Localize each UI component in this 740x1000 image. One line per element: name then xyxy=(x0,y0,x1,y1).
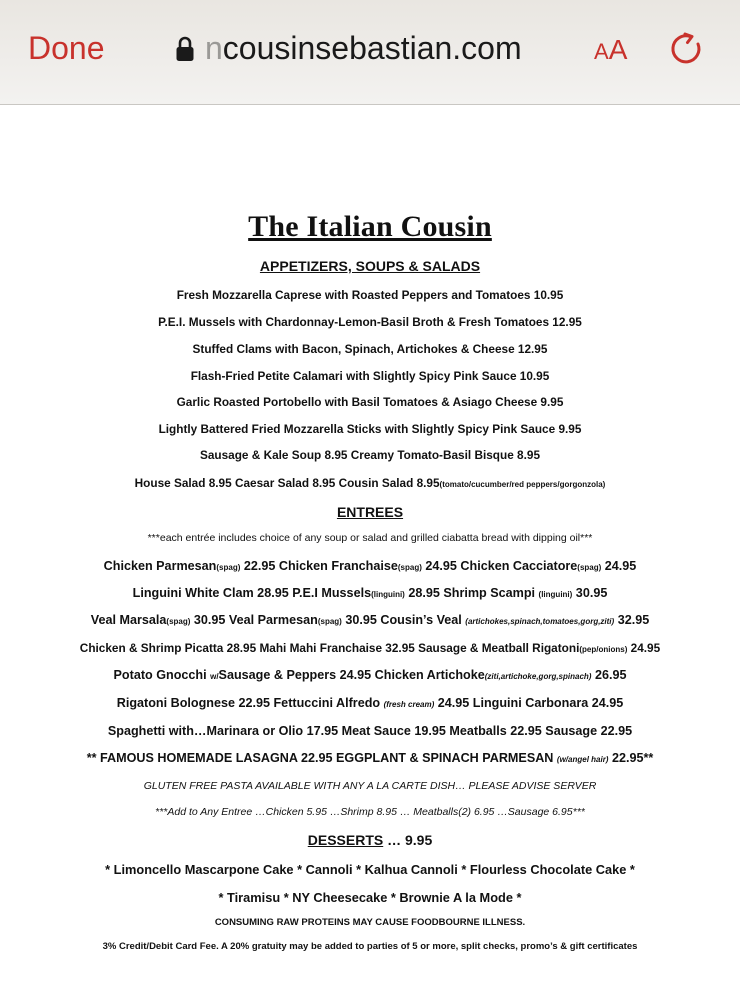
gluten-free-note: GLUTEN FREE PASTA AVAILABLE WITH ANY A LA CARTE DISH… PLEASE ADVISE SERVER xyxy=(143,780,597,792)
entree-row xyxy=(0,613,740,627)
desserts-heading: DESSERTS xyxy=(307,832,384,848)
entree-text: 24.95 xyxy=(627,641,661,655)
reader-text-size-button[interactable] xyxy=(594,34,627,66)
entree-text: 22.95 Chicken Franchaise xyxy=(240,559,398,573)
entree-text: 24.95 Linguini Carbonara 24.95 xyxy=(434,696,624,710)
reload-icon[interactable] xyxy=(668,30,706,68)
restaurant-title: The Italian Cousin xyxy=(248,210,492,243)
appetizer-item: Stuffed Clams with Bacon, Spinach, Artichokes & Cheese 12.95 xyxy=(192,342,548,356)
salads-note: (tomato/cucumber/red peppers/gorgonzola) xyxy=(439,480,606,489)
aa-large-label: A xyxy=(608,34,628,65)
appetizer-item: P.E.I. Mussels with Chardonnay-Lemon-Basil Broth & Fresh Tomatoes 12.95 xyxy=(158,315,582,329)
entree-text: 30.95 Cousin’s Veal xyxy=(341,613,466,627)
entree-text: 26.95 xyxy=(591,668,627,682)
entree-text: Sausage & Peppers 24.95 Chicken Artichoke xyxy=(218,668,485,682)
entree-row xyxy=(0,641,740,655)
entree-text: Potato Gnocchi xyxy=(113,668,211,682)
desserts-list: * Limoncello Mascarpone Cake * Cannoli * Kalhua Cannoli * Flourless Chocolate Cake * xyxy=(105,862,635,877)
entree-note: (fresh cream) xyxy=(383,700,435,709)
entree-text: Veal Marsala xyxy=(90,613,167,627)
entree-text: 28.95 Shrimp Scampi xyxy=(404,586,539,600)
desserts-heading-row xyxy=(0,832,740,848)
appetizers-heading: APPETIZERS, SOUPS & SALADS xyxy=(259,258,481,274)
entree-row xyxy=(0,751,740,765)
entree-note: (artichokes,spinach,tomatoes,gorg,ziti) xyxy=(465,617,615,626)
entree-note: (spag) xyxy=(397,563,422,572)
done-button[interactable]: Done xyxy=(28,30,105,66)
desserts-price: … 9.95 xyxy=(383,832,433,848)
entree-row xyxy=(0,586,740,600)
lock-icon xyxy=(175,36,195,62)
soup-item: Sausage & Kale Soup 8.95 Creamy Tomato-Basil Bisque 8.95 xyxy=(199,448,541,462)
entrees-heading: ENTREES xyxy=(336,504,404,520)
entree-text: Chicken & Shrimp Picatta 28.95 Mahi Mahi Franchaise 32.95 Sausage & Meatball Rigatoni xyxy=(79,641,580,655)
appetizer-item: Garlic Roasted Portobello with Basil Tomatoes & Asiago Cheese 9.95 xyxy=(176,395,564,409)
appetizer-item: Lightly Battered Fried Mozzarella Sticks with Slightly Spicy Pink Sauce 9.95 xyxy=(158,422,582,436)
url-faded-text: n xyxy=(205,30,223,66)
entree-row: Spaghetti with…Marinara or Olio 17.95 Meat Sauce 19.95 Meatballs 22.95 Sausage 22.95 xyxy=(107,724,633,738)
menu-page xyxy=(0,104,740,1000)
entree-text: 30.95 xyxy=(572,586,608,600)
entree-text: Linguini White Clam 28.95 P.E.I Mussels xyxy=(132,586,372,600)
entree-text: Chicken Parmesan xyxy=(103,559,217,573)
entree-text: 30.95 Veal Parmesan xyxy=(190,613,318,627)
entrees-note: ***each entrée includes choice of any soup or salad and grilled ciabatta bread with dipping oil*** xyxy=(147,532,593,544)
add-ons-note: ***Add to Any Entree …Chicken 5.95 …Shrimp 8.95 … Meatballs(2) 6.95 …Sausage 6.95*** xyxy=(155,806,585,818)
url-text: cousinsebastian.com xyxy=(222,30,522,66)
salads-line xyxy=(0,476,740,490)
raw-warning: CONSUMING RAW PROTEINS MAY CAUSE FOODBOURNE ILLNESS. xyxy=(214,917,526,928)
entree-note: (pep/onions) xyxy=(579,645,628,654)
browser-toolbar xyxy=(0,0,740,105)
address-bar[interactable] xyxy=(175,30,522,67)
salads-text: House Salad 8.95 Caesar Salad 8.95 Cousin Salad 8.95 xyxy=(134,476,440,490)
entree-note: (spag) xyxy=(317,617,342,626)
entree-row xyxy=(0,696,740,710)
entree-note: (spag) xyxy=(216,563,241,572)
desserts-list: * Tiramisu * NY Cheesecake * Brownie A la Mode * xyxy=(218,890,522,905)
entree-note: (w/angel hair) xyxy=(556,755,609,764)
entree-note: (spag) xyxy=(166,617,191,626)
entree-text: 32.95 xyxy=(614,613,650,627)
entree-note: (linguini) xyxy=(371,590,405,599)
entree-text: 22.95** xyxy=(608,751,654,765)
appetizer-item: Fresh Mozzarella Caprese with Roasted Peppers and Tomatoes 10.95 xyxy=(176,288,564,302)
entree-text: 24.95 xyxy=(601,559,637,573)
fees-note: 3% Credit/Debit Card Fee. A 20% gratuity may be added to parties of 5 or more, split checks, promo’s & gift certificates xyxy=(102,941,638,952)
appetizer-item: Flash-Fried Petite Calamari with Slightly Spicy Pink Sauce 10.95 xyxy=(190,369,550,383)
entree-note: (linguini) xyxy=(538,590,573,599)
aa-small-label: A xyxy=(594,39,609,64)
entree-note: w/ xyxy=(210,672,219,681)
entree-note: (spag) xyxy=(577,563,602,572)
entree-row xyxy=(0,668,740,682)
entree-text: Rigatoni Bolognese 22.95 Fettuccini Alfredo xyxy=(116,696,384,710)
entree-text: 24.95 Chicken Cacciatore xyxy=(421,559,578,573)
entree-note: (ziti,artichoke,gorg,spinach) xyxy=(484,672,592,681)
entree-text: ** FAMOUS HOMEMADE LASAGNA 22.95 EGGPLANT & SPINACH PARMESAN xyxy=(86,751,557,765)
entree-row xyxy=(0,559,740,573)
